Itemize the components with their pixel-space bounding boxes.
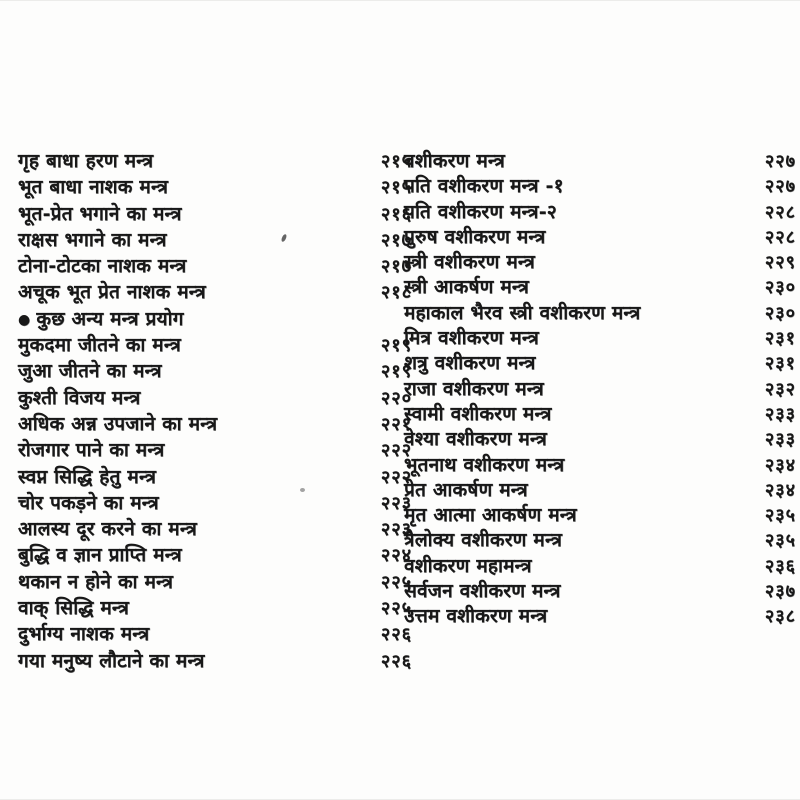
toc-entry [404,324,796,349]
entry-page-number: २२९ [764,252,796,274]
toc-entry [404,577,796,602]
toc-entry [404,501,796,526]
entry-page-number: २२५ [380,598,412,620]
toc-entry [18,200,412,226]
toc-entry [18,489,412,515]
toc-entry [404,552,796,577]
entry-page-number: २२१ [380,413,412,435]
entry-page-number: २१९ [380,335,412,357]
entry-page-number: २३३ [764,429,796,451]
entry-title-text: जुआ जीतने का मन्त्र [18,360,162,383]
toc-entry [404,223,796,248]
entry-title-text: वेश्या वशीकरण मन्त्र [404,428,547,451]
toc-entry [18,147,412,173]
entry-title-text: टोना-टोटका नाशक मन्त्र [18,255,187,278]
entry-page-number: २३० [764,302,796,324]
entry-title [18,647,205,673]
entry-title [404,552,532,578]
toc-entry [18,620,412,646]
entry-title-text: स्त्री आकर्षण मन्त्र [404,276,529,299]
toc-entry [404,172,796,197]
entry-title-text: आलस्य दूर करने का मन्त्र [18,518,197,541]
entry-title [18,200,182,226]
entry-title-text: उत्तम वशीकरण मन्त्र [404,605,548,628]
toc-entry [404,602,796,627]
toc-entry [18,515,412,541]
entry-title-text: शत्रु वशीकरण मन्त्र [404,352,536,375]
entry-title-text: कुश्ती विजय मन्त्र [18,386,141,409]
toc-entry [18,226,412,252]
entry-page-number: २३१ [764,353,796,375]
toc-entry [404,147,796,172]
entry-title-text: वाक् सिद्धि मन्त्र [18,597,129,620]
entry-page-number: २१९ [380,361,412,383]
entry-title [18,463,156,489]
entry-title-text: अधिक अन्न उपजाने का मन्त्र [18,412,218,435]
entry-title [404,375,544,401]
entry-title [18,305,184,331]
entry-page-number: २२५ [380,571,412,593]
entry-title [18,147,153,173]
entry-title-text: भूत बाधा नाशक मन्त्र [18,176,169,199]
entry-page-number: २३० [764,277,796,299]
entry-page-number: २१५ [380,177,412,199]
entry-title [404,147,505,173]
entry-title-text: चोर पकड़ने का मन्त्र [18,491,159,514]
entry-title [18,489,159,515]
entry-title [18,252,186,278]
entry-title-text: मित्र वशीकरण मन्त्र [404,327,539,350]
entry-title [18,278,206,304]
entry-page-number: २२४ [380,545,412,567]
entry-page-number: २२७ [764,176,796,198]
entry-title-text: स्त्री वशीकरण मन्त्र [404,251,535,274]
entry-title [18,594,129,620]
entry-title [18,410,217,436]
entry-title-text: पति वशीकरण मन्त्र-२ [404,200,557,223]
entry-title [404,476,528,502]
entry-page-number: २२० [380,387,412,409]
entry-title-text: पति वशीकरण मन्त्र -१ [404,175,564,198]
entry-title-text: महाकाल भैरव स्त्री वशीकरण मन्त्र [404,301,641,324]
toc-entry [18,305,412,331]
entry-page-number: २२३ [380,492,412,514]
entry-title [18,331,181,357]
entry-title-text: स्वप्न सिद्धि हेतु मन्त्र [18,465,157,488]
entry-title-text: कुछ अन्य मन्त्र प्रयोग [36,307,184,330]
toc-entry [18,463,412,489]
entry-title [404,223,546,249]
toc-entry [404,299,796,324]
entry-title-text: वशीकरण मन्त्र [404,150,505,172]
toc-entry [18,436,412,462]
entry-title-text: गया मनुष्य लौटाने का मन्त्र [18,649,205,672]
entry-title [18,620,149,646]
entry-title [18,226,167,252]
scan-speck-dot [300,488,305,492]
entry-title [404,172,564,198]
entry-title [18,568,173,594]
entry-title [18,436,164,462]
toc-entry [18,173,412,199]
entry-title [18,357,162,383]
toc-entry [18,410,412,436]
entry-title [404,400,552,426]
entry-page-number: २३४ [764,454,796,476]
toc-entry [404,425,796,450]
entry-title-text: स्वामी वशीकरण मन्त्र [404,402,552,425]
entry-page-number: २२२ [380,466,412,488]
toc-entry [18,594,412,620]
entry-title [404,324,539,350]
entry-title-text: मुकदमा जीतने का मन्त्र [18,334,181,357]
toc-entry [404,400,796,425]
entry-title-text: बुद्धि व ज्ञान प्राप्ति मन्त्र [18,544,182,567]
entry-title [18,541,182,567]
entry-title [404,248,535,274]
entry-page-number: २२६ [380,650,412,672]
entry-page-number: २३६ [764,555,796,577]
entry-page-number: २२३ [380,519,412,541]
toc-entry [404,526,796,551]
toc-entry [18,278,412,304]
entry-page-number: २२८ [764,201,796,223]
toc-entry [404,198,796,223]
entry-page-number: २३१ [764,328,796,350]
entry-page-number: २२७ [764,151,796,172]
entry-title-text: रोजगार पाने का मन्त्र [18,439,165,462]
entry-title-text: दुर्भाग्य नाशक मन्त्र [18,623,150,646]
entry-page-number: २३५ [764,530,796,552]
entry-title [404,577,561,603]
entry-title-text: मृत आत्मा आकर्षण मन्त्र [404,504,577,527]
toc-entry [404,375,796,400]
toc-entry [404,451,796,476]
toc-entry [18,252,412,278]
entry-title-text: गृह बाधा हरण मन्त्र [18,150,154,172]
entry-page-number: २३३ [764,403,796,425]
toc-entry [18,357,412,383]
entry-title [404,602,547,628]
entry-title-text: पुरुष वशीकरण मन्त्र [404,225,546,248]
toc-entry [404,349,796,374]
toc-column-right [404,147,796,628]
entry-title-text: भूत-प्रेत भगाने का मन्त्र [18,202,182,225]
toc-entry [18,384,412,410]
entry-title-text: अचूक भूत प्रेत नाशक मन्त्र [18,281,206,304]
toc-entry [404,248,796,273]
toc-entry [404,476,796,501]
entry-title [18,384,140,410]
entry-title [404,526,562,552]
entry-title-text: त्रैलोक्य वशीकरण मन्त्र [404,529,563,552]
entry-page-number: २२८ [764,226,796,248]
toc-entry [404,273,796,298]
entry-title-text: राजा वशीकरण मन्त्र [404,377,544,400]
entry-title [404,501,577,527]
entry-page-number: २२२ [380,440,412,462]
entry-page-number: २३५ [764,505,796,527]
entry-page-number: २१६ [380,203,412,225]
entry-page-number: २१८ [380,282,412,304]
entry-page-number: २३२ [764,378,796,400]
entry-page-number: २१७ [380,256,412,278]
toc-entry [18,568,412,594]
entry-page-number: २१५ [380,151,412,172]
table-of-contents [0,1,800,799]
entry-title-text: प्रेत आकर्षण मन्त्र [404,478,528,501]
entry-title [404,425,547,451]
toc-column-left [18,147,412,673]
toc-entry [18,541,412,567]
entry-page-number: २१७ [380,229,412,251]
entry-title [404,273,529,299]
toc-entry [18,647,412,673]
entry-title [404,198,557,224]
entry-page-number: २३८ [764,606,796,628]
entry-page-number: २२६ [380,624,412,646]
bullet-icon: ● [18,311,31,328]
entry-title-text: राक्षस भगाने का मन्त्र [18,228,167,251]
entry-title [18,173,168,199]
entry-title [18,515,197,541]
entry-title [404,299,640,325]
entry-title-text: वशीकरण महामन्त्र [404,554,532,577]
toc-entry [18,331,412,357]
entry-title [404,451,564,477]
entry-title-text: भूतनाथ वशीकरण मन्त्र [404,453,565,476]
entry-title-text: थकान न होने का मन्त्र [18,570,174,593]
entry-page-number: २३७ [764,581,796,603]
entry-title-text: सर्वजन वशीकरण मन्त्र [404,580,561,603]
entry-title [404,349,536,375]
entry-page-number: २३४ [764,479,796,501]
